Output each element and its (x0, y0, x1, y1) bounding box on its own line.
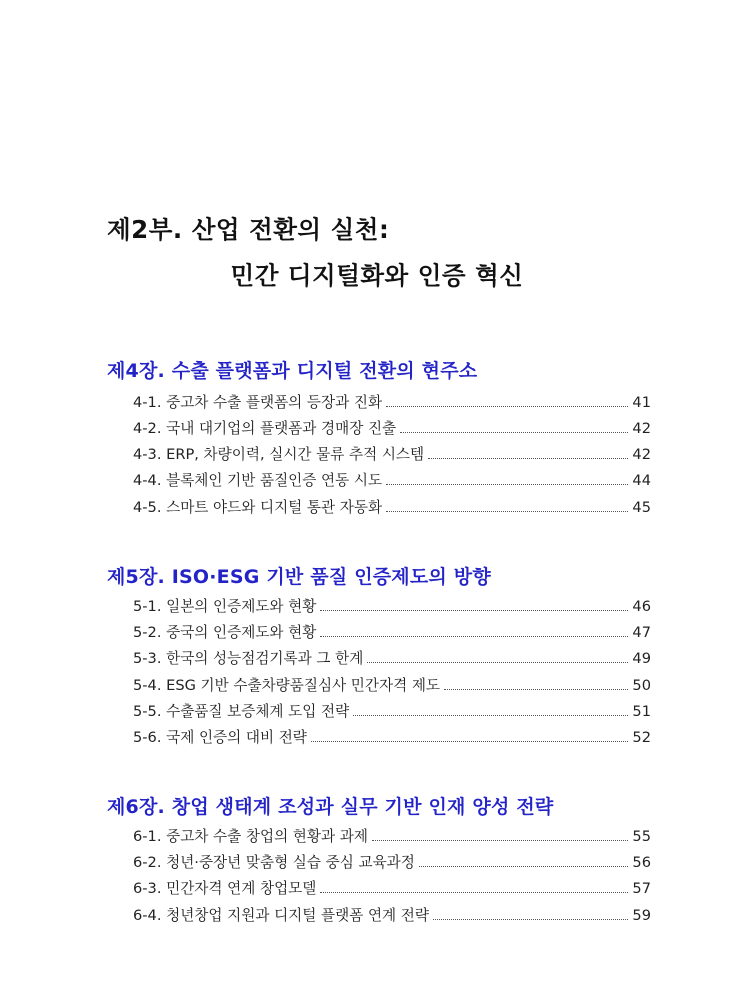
toc-entry[interactable] (133, 443, 651, 465)
chapter-5-heading[interactable]: 제5장. ISO·ESG 기반 품질 인증제도의 방향 (107, 566, 491, 588)
toc-entry-label: 5-2. 중국의 인증제도와 현황 (133, 624, 317, 641)
toc-leader-dots (419, 866, 629, 867)
toc-entry[interactable] (133, 851, 651, 873)
part-title-line1: 제2부. 산업 전환의 실천: (107, 215, 390, 244)
toc-entry-page: 56 (632, 854, 651, 871)
toc-entry-page: 46 (632, 598, 651, 615)
toc-entry[interactable] (133, 417, 651, 439)
toc-entry-label: 6-1. 중고차 수출 창업의 현황과 과제 (133, 828, 368, 845)
toc-entry-page: 52 (632, 729, 651, 746)
toc-entry-label: 6-4. 청년창업 지원과 디지털 플랫폼 연계 전략 (133, 907, 429, 924)
toc-leader-dots (320, 610, 628, 611)
toc-entry[interactable] (133, 621, 651, 643)
toc-leader-dots (320, 636, 628, 637)
toc-entry[interactable] (133, 647, 651, 669)
toc-entry-page: 41 (632, 394, 651, 411)
toc-entry-page: 44 (632, 472, 651, 489)
toc-entry-label: 4-3. ERP, 차량이력, 실시간 물류 추적 시스템 (133, 446, 425, 463)
toc-entry-page: 49 (632, 650, 651, 667)
part-title-line2: 민간 디지털화와 인증 혁신 (230, 261, 524, 290)
toc-entry[interactable] (133, 595, 651, 617)
toc-leader-dots (386, 511, 628, 512)
toc-leader-dots (353, 715, 628, 716)
toc-entry[interactable] (133, 877, 651, 899)
toc-entry-label: 4-1. 중고차 수출 플랫폼의 등장과 진화 (133, 394, 383, 411)
toc-leader-dots (400, 432, 628, 433)
chapter-6-heading[interactable]: 제6장. 창업 생태계 조성과 실무 기반 인재 양성 전략 (107, 796, 554, 818)
toc-entry-page: 42 (632, 446, 651, 463)
toc-entry[interactable] (133, 496, 651, 518)
toc-entry[interactable] (133, 674, 651, 696)
toc-entry-label: 4-2. 국내 대기업의 플랫폼과 경매장 진출 (133, 420, 397, 437)
toc-entry[interactable] (133, 904, 651, 926)
toc-entry-label: 5-1. 일본의 인증제도와 현황 (133, 598, 317, 615)
toc-entry-label: 4-5. 스마트 야드와 디지털 통관 자동화 (133, 499, 383, 516)
toc-leader-dots (320, 892, 628, 893)
toc-entry-page: 45 (632, 499, 651, 516)
toc-entry[interactable] (133, 726, 651, 748)
toc-entry-label: 4-4. 블록체인 기반 품질인증 연동 시도 (133, 472, 383, 489)
toc-entry-label: 6-3. 민간자격 연계 창업모델 (133, 880, 317, 897)
toc-leader-dots (386, 484, 628, 485)
toc-leader-dots (433, 919, 628, 920)
toc-leader-dots (367, 662, 628, 663)
toc-entry[interactable] (133, 700, 651, 722)
toc-leader-dots (444, 689, 628, 690)
toc-entry-page: 59 (632, 907, 651, 924)
toc-entry-page: 57 (632, 880, 651, 897)
toc-leader-dots (386, 406, 628, 407)
toc-entry-label: 5-5. 수출품질 보증체계 도입 전략 (133, 703, 350, 720)
toc-entry-label: 5-3. 한국의 성능점검기록과 그 한계 (133, 650, 364, 667)
toc-leader-dots (428, 458, 628, 459)
toc-entry-label: 5-4. ESG 기반 수출차량품질심사 민간자격 제도 (133, 677, 441, 694)
chapter-4-heading[interactable]: 제4장. 수출 플랫폼과 디지털 전환의 현주소 (107, 360, 478, 382)
toc-entry-label: 6-2. 청년·중장년 맞춤형 실습 중심 교육과정 (133, 854, 415, 871)
toc-entry[interactable] (133, 825, 651, 847)
toc-entry-page: 47 (632, 624, 651, 641)
toc-entry-label: 5-6. 국제 인증의 대비 전략 (133, 729, 307, 746)
toc-leader-dots (311, 741, 629, 742)
toc-entry-page: 55 (632, 828, 651, 845)
toc-entry-page: 50 (632, 677, 651, 694)
toc-entry[interactable] (133, 391, 651, 413)
toc-entry-page: 42 (632, 420, 651, 437)
toc-leader-dots (372, 840, 628, 841)
toc-entry[interactable] (133, 469, 651, 491)
toc-entry-page: 51 (632, 703, 651, 720)
